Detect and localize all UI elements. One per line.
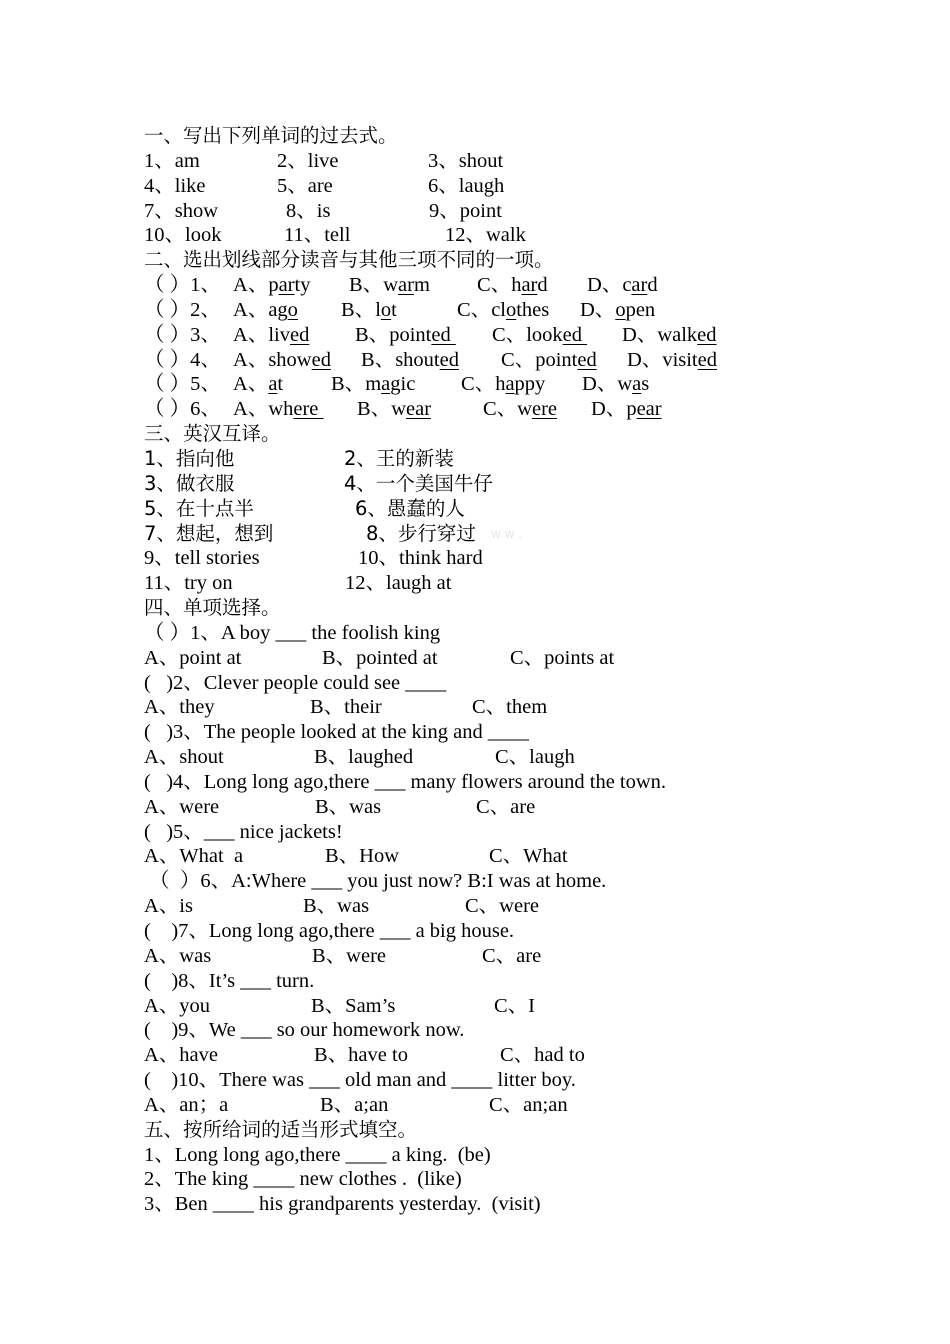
s1-row bbox=[144, 199, 904, 224]
s3-row bbox=[144, 546, 904, 571]
s2-underlined-letters: ar bbox=[278, 274, 295, 297]
s2-underlined-letters: ear bbox=[406, 398, 432, 421]
s2-option-pre: w bbox=[383, 274, 398, 297]
s2-option-label: A、 bbox=[233, 373, 269, 396]
s2-option-pre: show bbox=[268, 348, 312, 371]
section1-title: 一、写出下列单词的过去式。 bbox=[144, 124, 398, 147]
s2-option-post: d bbox=[537, 274, 548, 297]
s2-option-post: s bbox=[641, 373, 650, 396]
section2-title: 二、选出划线部分读音与其他三项不同的一项。 bbox=[144, 248, 554, 272]
s1-word: 8、is bbox=[286, 199, 331, 222]
s2-underlined-letters: a bbox=[632, 373, 642, 396]
s2-option bbox=[361, 348, 459, 373]
s2-option-label: D、 bbox=[587, 274, 623, 297]
s2-option bbox=[357, 397, 431, 422]
s2-row bbox=[144, 323, 904, 348]
s4-option: C、are bbox=[476, 795, 536, 818]
s1-word: 11、tell bbox=[284, 224, 351, 247]
s2-underlined-letters: a bbox=[505, 373, 515, 396]
s4-options bbox=[144, 745, 904, 770]
s2-option-pre: w bbox=[517, 398, 532, 421]
section2-items bbox=[144, 273, 904, 422]
s2-underlined-letters: ere bbox=[532, 398, 558, 421]
s2-option-pre: h bbox=[511, 274, 522, 297]
s2-option-label: B、 bbox=[355, 323, 390, 346]
s2-option-label: C、 bbox=[492, 323, 527, 346]
s2-underlined-letters: ed bbox=[289, 323, 310, 346]
s2-underlined-letters: ed bbox=[697, 323, 717, 346]
s4-question: ( )10、There was ___ old man and ____ litter boy. bbox=[144, 1069, 576, 1092]
s4-option: A、have bbox=[144, 1044, 219, 1067]
s2-underlined-letters: ear bbox=[636, 398, 662, 421]
s2-underlined-letters: a bbox=[268, 373, 278, 396]
s2-option-pre: walk bbox=[657, 323, 698, 346]
s4-question: （ ）1、A boy ___ the foolish king bbox=[144, 621, 441, 644]
s2-option bbox=[233, 298, 298, 323]
s2-underlined-letters: ar bbox=[521, 274, 538, 297]
s3-item: 1、指向他 bbox=[144, 446, 235, 470]
s2-option bbox=[501, 348, 597, 373]
s2-option bbox=[591, 397, 662, 422]
s2-question-number: （ ）4、 bbox=[144, 348, 221, 371]
s2-option-pre: visit bbox=[662, 348, 698, 371]
s2-underlined-letters: o bbox=[505, 298, 517, 321]
s3-item: 2、王的新装 bbox=[344, 446, 454, 470]
s2-option-label: C、 bbox=[461, 373, 496, 396]
s2-row bbox=[144, 397, 904, 422]
s4-options bbox=[144, 894, 904, 919]
s4-option: B、pointed at bbox=[322, 646, 438, 669]
s2-question-number: （ ）5、 bbox=[144, 373, 221, 396]
s2-option-pre: m bbox=[365, 373, 382, 396]
s4-option: C、I bbox=[494, 994, 535, 1017]
s2-option-post: thes bbox=[516, 298, 550, 321]
s4-option: C、What bbox=[489, 845, 568, 868]
s4-question: ( )4、Long long ago,there ___ many flowers around the town. bbox=[144, 770, 667, 793]
s2-option-pre: ag bbox=[268, 298, 288, 321]
s2-underlined-letters: ar bbox=[398, 274, 414, 297]
s2-option-label: D、 bbox=[627, 348, 663, 371]
s1-word: 5、are bbox=[277, 174, 333, 197]
s2-option-label: A、 bbox=[233, 274, 269, 297]
s4-option: B、Sam’s bbox=[311, 994, 396, 1017]
s4-options bbox=[144, 1043, 904, 1068]
s4-option: B、was bbox=[315, 795, 382, 818]
s3-row bbox=[144, 571, 904, 596]
s4-option: B、were bbox=[312, 944, 387, 967]
section3-title: 三、英汉互译。 bbox=[144, 422, 281, 446]
s2-underlined-letters: ar bbox=[631, 274, 648, 297]
s2-option-pre: point bbox=[535, 348, 578, 371]
s3-item: 7、想起，想到 bbox=[144, 521, 274, 545]
s2-option-pre: c bbox=[622, 274, 632, 297]
s4-option: B、a;an bbox=[320, 1093, 389, 1116]
s2-underlined-letters: ed bbox=[577, 348, 597, 371]
s2-row bbox=[144, 348, 904, 373]
s2-question-number: （ ）6、 bbox=[144, 398, 221, 421]
s2-option-label: B、 bbox=[349, 274, 384, 297]
s2-option-pre: shout bbox=[395, 348, 440, 371]
s4-option: A、shout bbox=[144, 746, 224, 769]
s3-item: 9、tell stories bbox=[144, 547, 260, 570]
s4-question: ( )9、We ___ so our homework now. bbox=[144, 1019, 465, 1042]
s2-option-label: A、 bbox=[233, 348, 269, 371]
s4-options bbox=[144, 695, 904, 720]
s2-option bbox=[622, 323, 717, 348]
s2-option bbox=[233, 372, 283, 397]
s2-underlined-letters: o bbox=[615, 298, 626, 321]
s2-option bbox=[355, 323, 456, 348]
s4-option: C、them bbox=[472, 696, 548, 719]
s1-word: 9、point bbox=[429, 199, 502, 222]
s2-option bbox=[580, 298, 655, 323]
s4-question: ( )7、Long long ago,there ___ a big house. bbox=[144, 920, 515, 942]
s3-row bbox=[144, 472, 904, 497]
s4-options bbox=[144, 994, 904, 1019]
s1-row bbox=[144, 149, 904, 174]
s4-option: C、laugh bbox=[495, 746, 575, 769]
s2-row bbox=[144, 372, 904, 397]
s2-option bbox=[477, 273, 548, 298]
section4-items bbox=[144, 621, 904, 1118]
s4-options bbox=[144, 844, 904, 869]
s2-option-pre: liv bbox=[268, 323, 290, 346]
s2-option bbox=[457, 298, 549, 323]
s2-option-post: t bbox=[277, 373, 284, 396]
s2-option-pre: point bbox=[389, 323, 432, 346]
s4-option: B、have to bbox=[314, 1044, 408, 1067]
s3-item: 5、在十点半 bbox=[144, 496, 254, 520]
s2-underlined-letters: o bbox=[287, 298, 298, 321]
s3-item: 3、做衣服 bbox=[144, 471, 235, 495]
s2-option bbox=[233, 323, 309, 348]
s2-option bbox=[461, 372, 545, 397]
s4-option: A、were bbox=[144, 795, 220, 818]
s2-option-pre: look bbox=[526, 323, 563, 346]
s2-option-label: B、 bbox=[361, 348, 396, 371]
s2-option-pre: p bbox=[626, 398, 637, 421]
s4-option: A、is bbox=[144, 895, 193, 918]
s2-option-pre: l bbox=[375, 298, 381, 321]
s3-row bbox=[144, 447, 904, 472]
s2-option-post: m bbox=[413, 274, 430, 297]
s2-option-pre: h bbox=[495, 373, 506, 396]
s2-option bbox=[331, 372, 415, 397]
s4-option: C、had to bbox=[500, 1044, 585, 1067]
s2-option-pre: wh bbox=[268, 398, 294, 421]
s2-option-post: ppy bbox=[514, 373, 546, 396]
s4-option: A、you bbox=[144, 994, 211, 1017]
s2-underlined-letters: ed bbox=[562, 323, 588, 346]
s5-item: 2、The king ____ new clothes . (like) bbox=[144, 1168, 462, 1191]
s4-option: C、an;an bbox=[489, 1093, 568, 1116]
s2-option-label: D、 bbox=[591, 398, 627, 421]
s2-option bbox=[492, 323, 587, 348]
s2-option-pre: p bbox=[268, 274, 279, 297]
s5-item: 3、Ben ____ his grandparents yesterday. (visit) bbox=[144, 1193, 541, 1216]
s2-option bbox=[233, 348, 331, 373]
s2-option bbox=[341, 298, 397, 323]
s2-option-label: B、 bbox=[331, 373, 366, 396]
s4-option: A、was bbox=[144, 944, 212, 967]
s1-word: 12、walk bbox=[445, 224, 526, 247]
s4-option: A、What a bbox=[144, 845, 244, 868]
s2-option-pre: cl bbox=[491, 298, 506, 321]
section4-title: 四、单项选择。 bbox=[144, 596, 281, 620]
s2-option-post: ty bbox=[294, 274, 311, 297]
s4-question: ( )8、It’s ___ turn. bbox=[144, 969, 315, 992]
s2-option-post: gic bbox=[390, 373, 416, 396]
s2-option bbox=[349, 273, 430, 298]
s3-item: 4、一个美国牛仔 bbox=[344, 471, 493, 495]
s4-option: B、How bbox=[325, 845, 400, 868]
s2-option-label: D、 bbox=[580, 298, 616, 321]
s2-underlined-letters: ere bbox=[293, 398, 324, 421]
s4-option: C、were bbox=[465, 895, 540, 918]
s2-underlined-letters: ed bbox=[431, 323, 456, 346]
s3-item: 12、laugh at bbox=[345, 572, 452, 595]
s2-option bbox=[233, 397, 324, 422]
s1-word: 6、laugh bbox=[428, 174, 505, 197]
s2-option bbox=[587, 273, 658, 298]
s4-option: A、point at bbox=[144, 646, 242, 669]
s4-question: ( )3、The people looked at the king and ____ bbox=[144, 721, 529, 744]
s1-row bbox=[144, 174, 904, 199]
s4-option: B、their bbox=[310, 696, 382, 719]
s2-option-label: D、 bbox=[622, 323, 658, 346]
s2-row bbox=[144, 298, 904, 323]
s2-option bbox=[483, 397, 557, 422]
s2-underlined-letters: ed bbox=[439, 348, 459, 371]
s4-option: C、are bbox=[482, 944, 542, 967]
s2-underlined-letters: ed bbox=[697, 348, 717, 371]
s2-option-post: pen bbox=[625, 298, 656, 321]
s2-underlined-letters: o bbox=[380, 298, 392, 321]
s2-option-label: B、 bbox=[357, 398, 392, 421]
s2-option-post: d bbox=[647, 274, 658, 297]
s3-row bbox=[144, 522, 904, 547]
s4-question: （ ）6、A:Where ___ you just now? B:I was at home. bbox=[144, 870, 607, 893]
s2-option bbox=[233, 273, 310, 298]
s1-word: 1、am bbox=[144, 149, 200, 172]
s4-option: B、was bbox=[303, 895, 370, 918]
s3-row bbox=[144, 497, 904, 522]
s2-option-post: t bbox=[391, 298, 397, 321]
s4-option: A、an；a bbox=[144, 1093, 229, 1116]
s2-option-label: A、 bbox=[233, 298, 269, 321]
s4-option: A、they bbox=[144, 696, 215, 719]
s1-word: 3、shout bbox=[428, 149, 504, 172]
s1-word: 7、show bbox=[144, 199, 219, 222]
s2-option-label: A、 bbox=[233, 398, 269, 421]
s3-item: 11、try on bbox=[144, 572, 233, 595]
s2-option-label: C、 bbox=[483, 398, 518, 421]
s2-option bbox=[627, 348, 717, 373]
s2-option-label: C、 bbox=[477, 274, 512, 297]
s4-options bbox=[144, 795, 904, 820]
s2-question-number: （ ）3、 bbox=[144, 323, 221, 346]
s4-option: C、points at bbox=[510, 646, 615, 669]
worksheet bbox=[144, 124, 904, 1217]
s2-option-label: A、 bbox=[233, 323, 269, 346]
s4-option: B、laughed bbox=[314, 746, 414, 769]
s2-row bbox=[144, 273, 904, 298]
s2-option-label: B、 bbox=[341, 298, 376, 321]
s2-question-number: （ ）1、 bbox=[144, 274, 221, 297]
s3-item: 10、think hard bbox=[358, 547, 483, 570]
s4-question: ( )5、___ nice jackets! bbox=[144, 820, 343, 843]
s3-item: 8、步行穿过 bbox=[366, 521, 476, 545]
watermark-text: w w . bbox=[491, 526, 523, 541]
section5-title: 五、按所给词的适当形式填空。 bbox=[144, 1117, 418, 1141]
s2-option bbox=[582, 372, 649, 397]
s2-question-number: （ ）2、 bbox=[144, 298, 221, 321]
s2-option-label: C、 bbox=[457, 298, 492, 321]
s5-item: 1、Long long ago,there ____ a king. (be) bbox=[144, 1143, 491, 1166]
s2-option-label: D、 bbox=[582, 373, 618, 396]
s1-word: 2、live bbox=[277, 149, 339, 172]
s4-options bbox=[144, 944, 904, 969]
s4-options bbox=[144, 1093, 904, 1118]
s3-item: 6、愚蠢的人 bbox=[355, 496, 465, 520]
s1-word: 4、like bbox=[144, 174, 206, 197]
s4-question: ( )2、Clever people could see ____ bbox=[144, 671, 447, 694]
s4-options bbox=[144, 646, 904, 671]
s2-underlined-letters: a bbox=[381, 373, 391, 396]
s2-option-pre: w bbox=[617, 373, 633, 396]
s2-option-label: C、 bbox=[501, 348, 536, 371]
s1-row bbox=[144, 223, 904, 248]
s2-underlined-letters: ed bbox=[311, 348, 331, 371]
s1-word: 10、look bbox=[144, 224, 222, 247]
s2-option-pre: w bbox=[391, 398, 406, 421]
